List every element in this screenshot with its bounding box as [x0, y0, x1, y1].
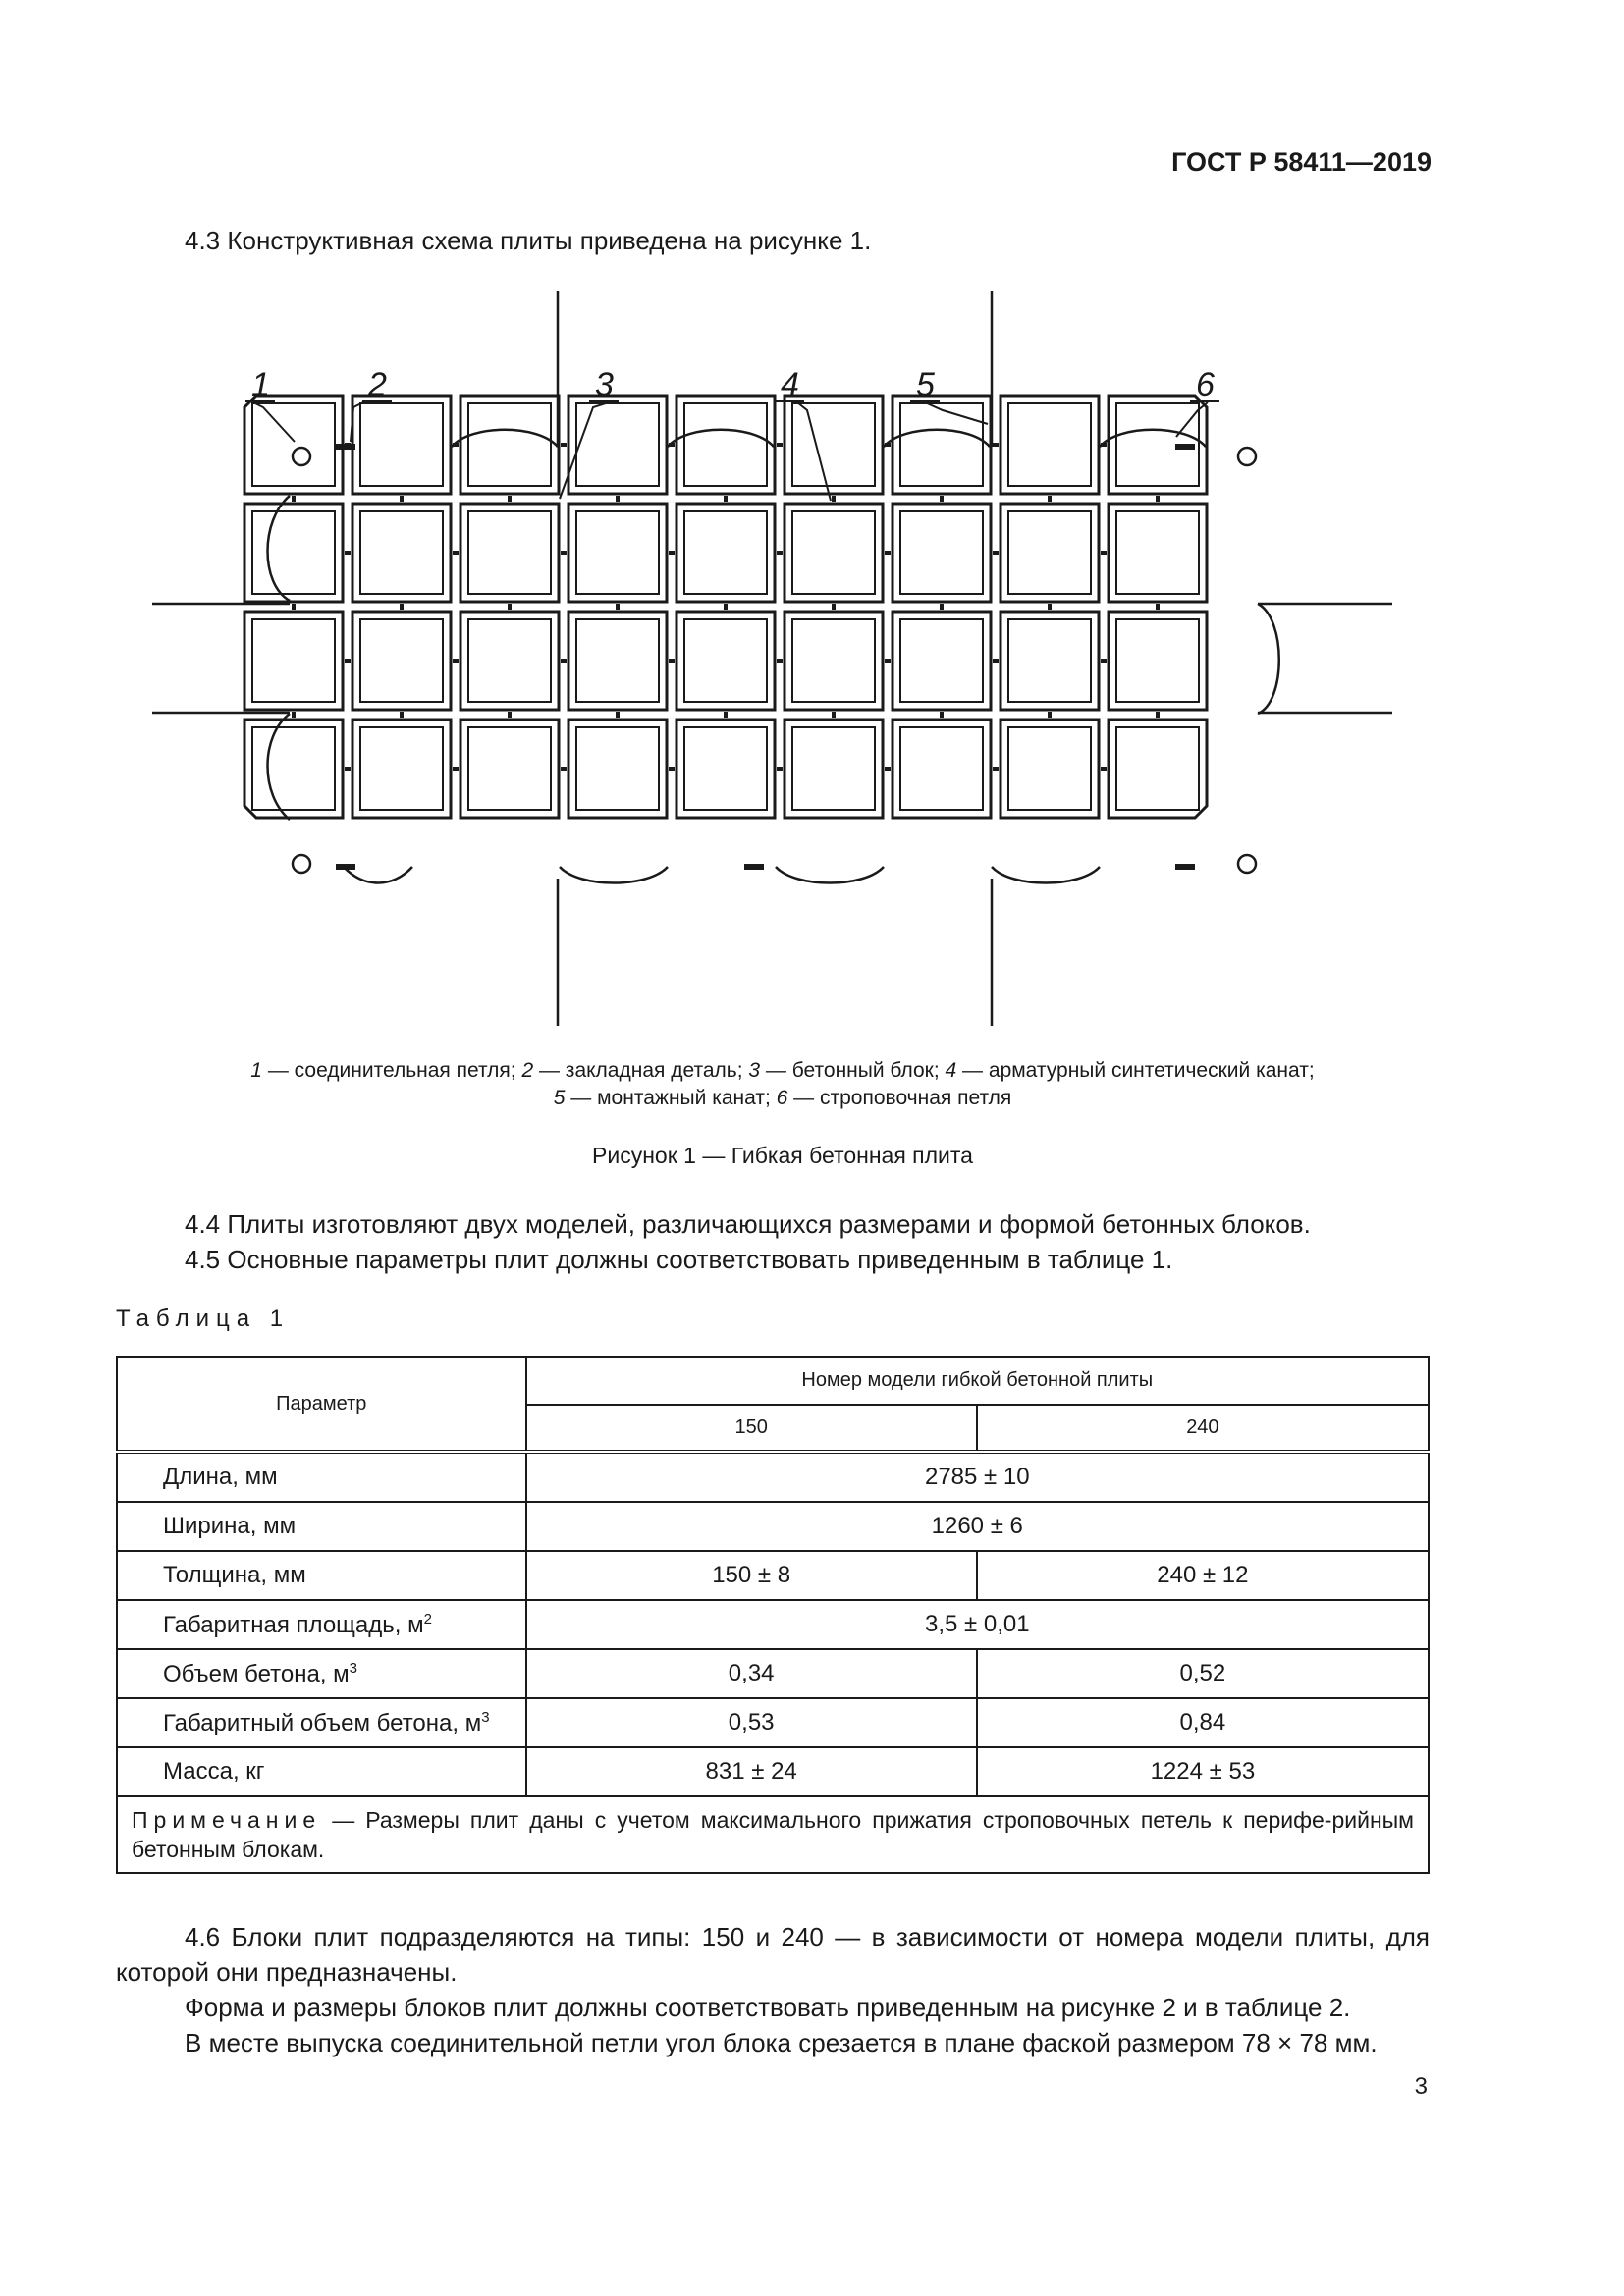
callout-5: 5: [916, 366, 935, 403]
connector-mark: [616, 712, 620, 718]
table-row: [117, 1551, 1429, 1600]
legend-text: — строповочная петля: [787, 1087, 1012, 1109]
param-name: [117, 1698, 526, 1747]
param-name: [117, 1551, 526, 1600]
concrete-block-outer: [1001, 396, 1099, 494]
connector-mark: [940, 496, 944, 502]
value-model-240: 0,52: [977, 1649, 1429, 1698]
value-model-240: 240 ± 12: [977, 1551, 1429, 1600]
legend-text: — соединительная петля;: [261, 1059, 522, 1082]
slinging-loop: [560, 867, 668, 883]
concrete-block-inner: [252, 619, 335, 702]
concrete-block-outer: [244, 504, 343, 602]
concrete-block-inner: [684, 727, 767, 810]
concrete-block-outer: [677, 396, 775, 494]
param-label: Длина, мм: [163, 1464, 278, 1490]
concrete-block-outer: [1001, 612, 1099, 710]
concrete-block-outer: [460, 612, 559, 710]
note-text: — Размеры плит даны с учетом максимального прижатия строповочных петель к перифе-рийным бетонным блокам.: [132, 1807, 1414, 1862]
figure-legend-line-1: [118, 1057, 1447, 1085]
param-name: [117, 1747, 526, 1796]
connection-loop: [293, 855, 310, 873]
embedded-part: [336, 444, 355, 450]
connector-mark: [400, 604, 404, 610]
connector-mark: [345, 659, 351, 663]
document-header: ГОСТ Р 58411—2019: [1171, 147, 1432, 177]
concrete-block-inner: [1116, 727, 1199, 810]
concrete-block-inner: [468, 511, 551, 594]
concrete-block-outer: [244, 612, 343, 710]
concrete-block-inner: [792, 727, 875, 810]
concrete-block-outer: [568, 504, 667, 602]
connector-mark: [616, 604, 620, 610]
connector-mark: [832, 604, 836, 610]
section-4-4: 4.4 Плиты изготовляют двух моделей, различающихся размерами и формой бетонных блоков.: [185, 1209, 1311, 1239]
concrete-block-inner: [792, 403, 875, 486]
connector-mark: [777, 659, 783, 663]
param-name: [117, 1452, 526, 1502]
callout-leader: [1176, 402, 1208, 437]
table-row: [117, 1649, 1429, 1698]
concrete-block-inner: [576, 511, 659, 594]
concrete-block-outer: [352, 504, 451, 602]
connector-mark: [1048, 496, 1052, 502]
concrete-block-outer: [677, 720, 775, 818]
concrete-block-inner: [252, 511, 335, 594]
concrete-block-inner: [1008, 403, 1091, 486]
table-row: [117, 1452, 1429, 1502]
connector-mark: [1101, 767, 1107, 771]
connector-mark: [508, 712, 512, 718]
parameters-table: [116, 1356, 1430, 1874]
value-model-240: 1224 ± 53: [977, 1747, 1429, 1796]
concrete-block-outer: [785, 396, 883, 494]
header-model-group: Номер модели гибкой бетонной плиты: [526, 1357, 1429, 1405]
concrete-block-outer: [1001, 504, 1099, 602]
legend-text: — закладная деталь;: [533, 1059, 749, 1082]
connector-mark: [292, 496, 296, 502]
param-label: Масса, кг: [163, 1758, 265, 1785]
concrete-block-inner: [900, 619, 983, 702]
unit-exponent: 3: [349, 1659, 358, 1677]
concrete-block-inner: [900, 511, 983, 594]
value-model-240: 0,84: [977, 1698, 1429, 1747]
connector-mark: [669, 551, 675, 555]
embedded-part: [744, 864, 764, 870]
table-caption: Таблица 1: [116, 1306, 291, 1332]
unit-exponent: 3: [481, 1708, 490, 1726]
concrete-block-outer: [785, 612, 883, 710]
param-label: Объем бетона, м: [163, 1660, 350, 1687]
param-label: Габаритная площадь, м: [163, 1611, 424, 1638]
concrete-block-inner: [1116, 511, 1199, 594]
concrete-block-outer: [893, 720, 991, 818]
value-both-models: 3,5 ± 0,01: [526, 1600, 1429, 1649]
note-label: Примечание: [132, 1807, 322, 1833]
connector-mark: [292, 712, 296, 718]
table-note: [117, 1796, 1429, 1873]
param-label: Толщина, мм: [163, 1562, 306, 1588]
connector-mark: [669, 767, 675, 771]
connector-mark: [724, 604, 728, 610]
connector-mark: [1101, 551, 1107, 555]
header-model-150: 150: [526, 1405, 977, 1452]
concrete-block-inner: [360, 511, 443, 594]
connector-mark: [669, 659, 675, 663]
legend-number: 2: [521, 1059, 534, 1082]
concrete-block-outer: [352, 612, 451, 710]
concrete-block-outer: [568, 612, 667, 710]
concrete-block-outer: [1001, 720, 1099, 818]
embedded-part: [1175, 864, 1195, 870]
connector-mark: [993, 443, 999, 447]
param-name: [117, 1649, 526, 1698]
connector-mark: [777, 551, 783, 555]
concrete-block-inner: [1008, 727, 1091, 810]
concrete-block-inner: [684, 403, 767, 486]
figure-legend-line-2: [118, 1085, 1447, 1112]
page-number: 3: [1414, 2073, 1428, 2100]
figure-caption: Рисунок 1 — Гибкая бетонная плита: [592, 1143, 973, 1168]
callout-6: 6: [1196, 366, 1215, 403]
callout-leader: [925, 402, 988, 424]
connector-mark: [832, 496, 836, 502]
concrete-block-inner: [576, 619, 659, 702]
concrete-block-outer: [893, 504, 991, 602]
param-name: [117, 1600, 526, 1649]
callout-1: 1: [251, 366, 270, 403]
callout-3: 3: [595, 366, 614, 403]
connector-mark: [940, 604, 944, 610]
concrete-block-inner: [360, 619, 443, 702]
concrete-block-outer: [460, 396, 559, 494]
unit-exponent: 2: [423, 1610, 432, 1628]
value-both-models: 2785 ± 10: [526, 1452, 1429, 1502]
connector-mark: [508, 604, 512, 610]
connector-mark: [453, 659, 459, 663]
slinging-loop: [268, 714, 291, 820]
embedded-part: [1175, 444, 1195, 450]
connector-mark: [832, 712, 836, 718]
concrete-block-inner: [792, 619, 875, 702]
legend-text: — бетонный блок;: [760, 1059, 946, 1082]
concrete-block-inner: [684, 619, 767, 702]
concrete-block-outer: [1109, 504, 1207, 602]
concrete-block-inner: [1116, 619, 1199, 702]
connector-mark: [1156, 496, 1160, 502]
connector-mark: [345, 551, 351, 555]
value-both-models: 1260 ± 6: [526, 1502, 1429, 1551]
connector-mark: [616, 496, 620, 502]
paragraph-chamfer: В месте выпуска соединительной петли угол блока срезается в плане фаской размером 78 × 78 мм.: [185, 2028, 1378, 2057]
table-row: [117, 1698, 1429, 1747]
concrete-block-inner: [576, 727, 659, 810]
connector-mark: [453, 767, 459, 771]
connection-loop: [1238, 448, 1256, 465]
connector-mark: [561, 551, 567, 555]
connection-loop: [293, 448, 310, 465]
concrete-block-inner: [900, 727, 983, 810]
callout-2: 2: [368, 366, 387, 403]
legend-number: 1: [250, 1059, 262, 1082]
connection-loop: [1238, 855, 1256, 873]
concrete-block-inner: [468, 727, 551, 810]
legend-text: — арматурный синтетический канат;: [956, 1059, 1315, 1082]
param-label: Габаритный объем бетона, м: [163, 1709, 482, 1736]
slinging-loop: [992, 867, 1100, 883]
legend-number: 4: [945, 1059, 957, 1082]
legend-number: 5: [553, 1087, 566, 1109]
concrete-block-outer: [460, 720, 559, 818]
connector-mark: [508, 496, 512, 502]
concrete-block-outer: [1109, 612, 1207, 710]
connector-mark: [993, 659, 999, 663]
legend-number: 3: [748, 1059, 761, 1082]
concrete-block-inner: [1008, 511, 1091, 594]
concrete-block-inner: [360, 403, 443, 486]
connector-mark: [345, 767, 351, 771]
concrete-block-outer: [244, 720, 343, 818]
section-4-5: 4.5 Основные параметры плит должны соответствовать приведенным в таблице 1.: [185, 1245, 1173, 1274]
value-model-150: 0,53: [526, 1698, 977, 1747]
paragraph-block-form: Форма и размеры блоков плит должны соответствовать приведенным на рисунке 2 и в таблице 2.: [185, 1993, 1351, 2022]
concrete-block-outer: [568, 396, 667, 494]
connector-mark: [777, 443, 783, 447]
legend-number: 6: [776, 1087, 788, 1109]
concrete-block-inner: [252, 727, 335, 810]
slinging-loop: [776, 867, 884, 883]
connector-mark: [1048, 712, 1052, 718]
value-model-150: 150 ± 8: [526, 1551, 977, 1600]
connector-mark: [400, 496, 404, 502]
connector-mark: [724, 712, 728, 718]
connector-mark: [885, 767, 891, 771]
slinging-loop: [1258, 604, 1279, 714]
concrete-block-inner: [900, 403, 983, 486]
connector-mark: [400, 712, 404, 718]
connector-mark: [885, 659, 891, 663]
concrete-block-outer: [352, 396, 451, 494]
header-model-240: 240: [977, 1405, 1429, 1452]
concrete-block-outer: [1109, 720, 1207, 818]
concrete-block-inner: [360, 727, 443, 810]
concrete-block-outer: [677, 612, 775, 710]
concrete-block-outer: [893, 612, 991, 710]
connector-mark: [561, 659, 567, 663]
section-4-6: 4.6 Блоки плит подразделяются на типы: 150 и 240 — в зависимости от номера модели плиты, для которой они предназначены.: [116, 1922, 1430, 1987]
concrete-block-inner: [576, 403, 659, 486]
connector-mark: [1156, 712, 1160, 718]
connector-mark: [885, 551, 891, 555]
table-row: [117, 1747, 1429, 1796]
connector-mark: [453, 551, 459, 555]
header-param: Параметр: [117, 1357, 526, 1452]
figure-1-drawing: [137, 285, 1414, 1041]
callout-4: 4: [781, 366, 799, 403]
connector-mark: [1048, 604, 1052, 610]
connector-mark: [292, 604, 296, 610]
concrete-block-inner: [468, 619, 551, 702]
concrete-block-inner: [684, 511, 767, 594]
concrete-block-outer: [568, 720, 667, 818]
concrete-block-outer: [244, 396, 343, 494]
legend-text: — монтажный канат;: [565, 1087, 777, 1109]
connector-mark: [1101, 659, 1107, 663]
value-model-150: 0,34: [526, 1649, 977, 1698]
connector-mark: [724, 496, 728, 502]
table-row: [117, 1502, 1429, 1551]
connector-mark: [993, 551, 999, 555]
connector-mark: [993, 767, 999, 771]
section-4-3: 4.3 Конструктивная схема плиты приведена на рисунке 1.: [185, 226, 872, 255]
connector-mark: [777, 767, 783, 771]
param-name: [117, 1502, 526, 1551]
connector-mark: [561, 443, 567, 447]
connector-mark: [940, 712, 944, 718]
connector-mark: [1156, 604, 1160, 610]
concrete-block-inner: [1008, 619, 1091, 702]
concrete-block-outer: [785, 720, 883, 818]
param-label: Ширина, мм: [163, 1513, 297, 1539]
table-row: [117, 1600, 1429, 1649]
concrete-block-outer: [785, 504, 883, 602]
callout-leader: [253, 402, 295, 442]
concrete-block-outer: [352, 720, 451, 818]
concrete-block-outer: [460, 504, 559, 602]
concrete-block-inner: [468, 403, 551, 486]
connector-mark: [561, 767, 567, 771]
concrete-block-inner: [792, 511, 875, 594]
concrete-block-inner: [252, 403, 335, 486]
value-model-150: 831 ± 24: [526, 1747, 977, 1796]
concrete-block-outer: [677, 504, 775, 602]
